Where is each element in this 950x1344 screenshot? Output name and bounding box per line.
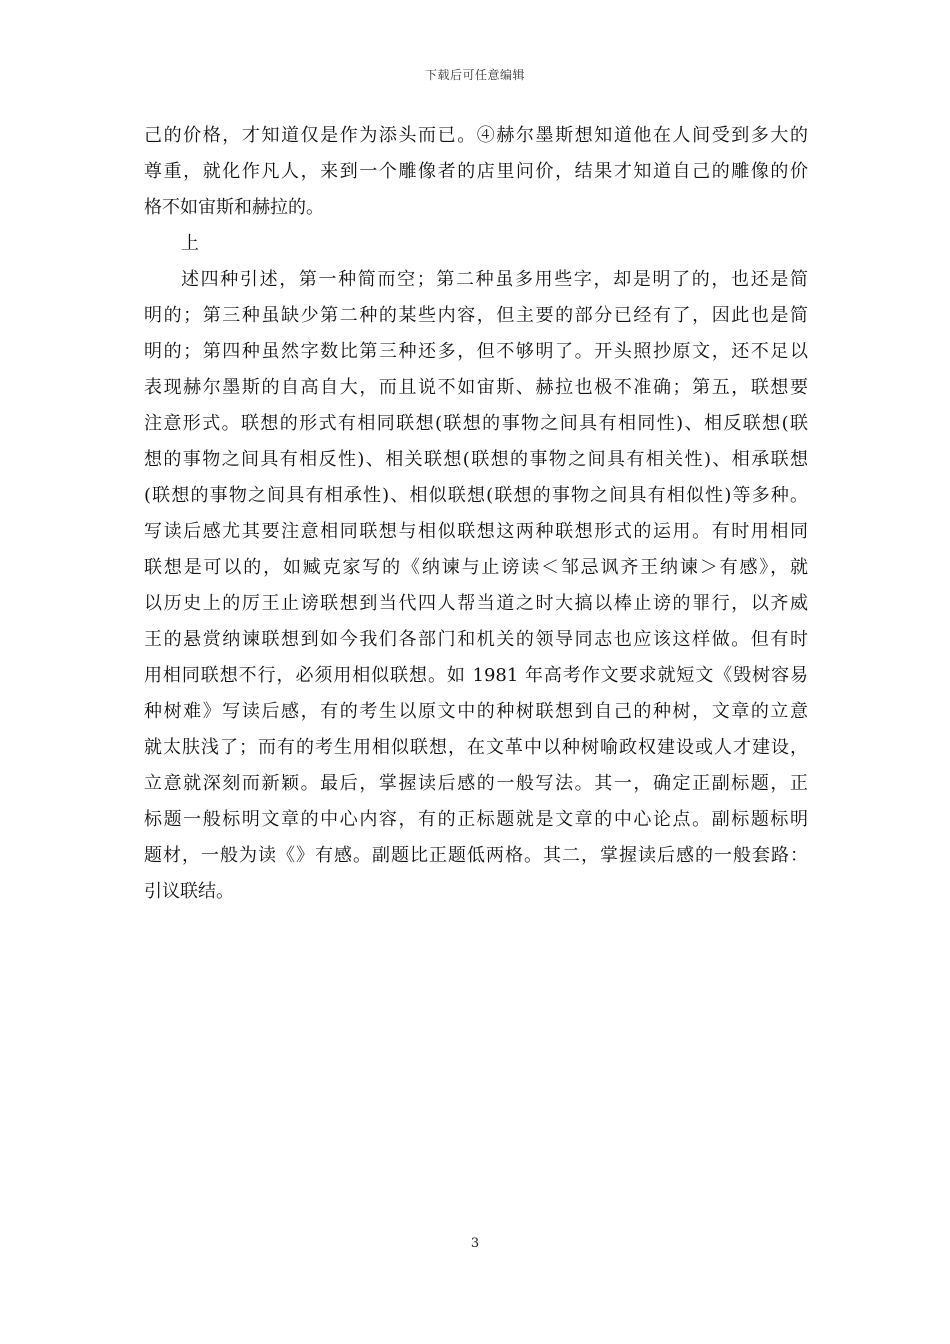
text-line: 明的；第三种虽缺少第二种的某些内容，但主要的部分已经有了，因此也是简 xyxy=(144,305,808,326)
text-line: 尊重，就化作凡人，来到一个雕像者的店里问价，结果才知道自己的雕像的价 xyxy=(144,161,808,182)
text-line: 种树难》写读后感，有的考生以原文中的种树联想到自己的种树，文章的立意 xyxy=(144,701,808,722)
text-line: 表现赫尔墨斯的自高自大，而且说不如宙斯、赫拉也极不准确；第五，联想要 xyxy=(144,377,808,398)
text-line: 上 xyxy=(181,233,199,254)
text-line: 己的价格，才知道仅是作为添头而已。④赫尔墨斯想知道他在人间受到多大的 xyxy=(144,125,808,146)
text-line: 想的事物之间具有相反性)、相关联想(联想的事物之间具有相关性)、相承联想 xyxy=(144,449,808,470)
text-line: 明的；第四种虽然字数比第三种还多，但不够明了。开头照抄原文，还不足以 xyxy=(144,341,808,362)
text-line: 联想是可以的，如臧克家写的《纳谏与止谤读＜邹忌讽齐王纳谏＞有感》，就 xyxy=(144,557,808,578)
text-line: 立意就深刻而新颖。最后，掌握读后感的一般写法。其一，确定正副标题，正 xyxy=(144,773,808,794)
text-line: 格不如宙斯和赫拉的。 xyxy=(144,197,324,218)
text-line: 注意形式。联想的形式有相同联想(联想的事物之间具有相同性)、相反联想(联 xyxy=(144,413,808,434)
text-line: (联想的事物之间具有相承性)、相似联想(联想的事物之间具有相似性)等多种。 xyxy=(144,485,808,506)
page-number: 3 xyxy=(470,1236,480,1251)
text-line: 述四种引述，第一种简而空；第二种虽多用些字，却是明了的，也还是简 xyxy=(181,269,808,290)
body-text xyxy=(144,118,808,910)
text-line: 王的悬赏纳谏联想到如今我们各部门和机关的领导同志也应该这样做。但有时 xyxy=(144,629,808,650)
text-line: 以历史上的厉王止谤联想到当代四人帮当道之时大搞以棒止谤的罪行，以齐威 xyxy=(144,593,808,614)
text-line: 就太肤浅了；而有的考生用相似联想，在文革中以种树喻政权建设或人才建设， xyxy=(144,737,808,758)
text-line: 写读后感尤其要注意相同联想与相似联想这两种联想形式的运用。有时用相同 xyxy=(144,521,808,542)
text-line: 用相同联想不行，必须用相似联想。如 1981 年高考作文要求就短文《毁树容易 xyxy=(144,665,808,686)
text-line: 引议联结。 xyxy=(144,881,234,902)
text-line: 标题一般标明文章的中心内容，有的正标题就是文章的中心论点。副标题标明 xyxy=(144,809,808,830)
text-line: 题材，一般为读《》有感。副题比正题低两格。其二，掌握读后感的一般套路： xyxy=(144,845,808,866)
page-header: 下载后可任意编辑 xyxy=(424,68,525,82)
